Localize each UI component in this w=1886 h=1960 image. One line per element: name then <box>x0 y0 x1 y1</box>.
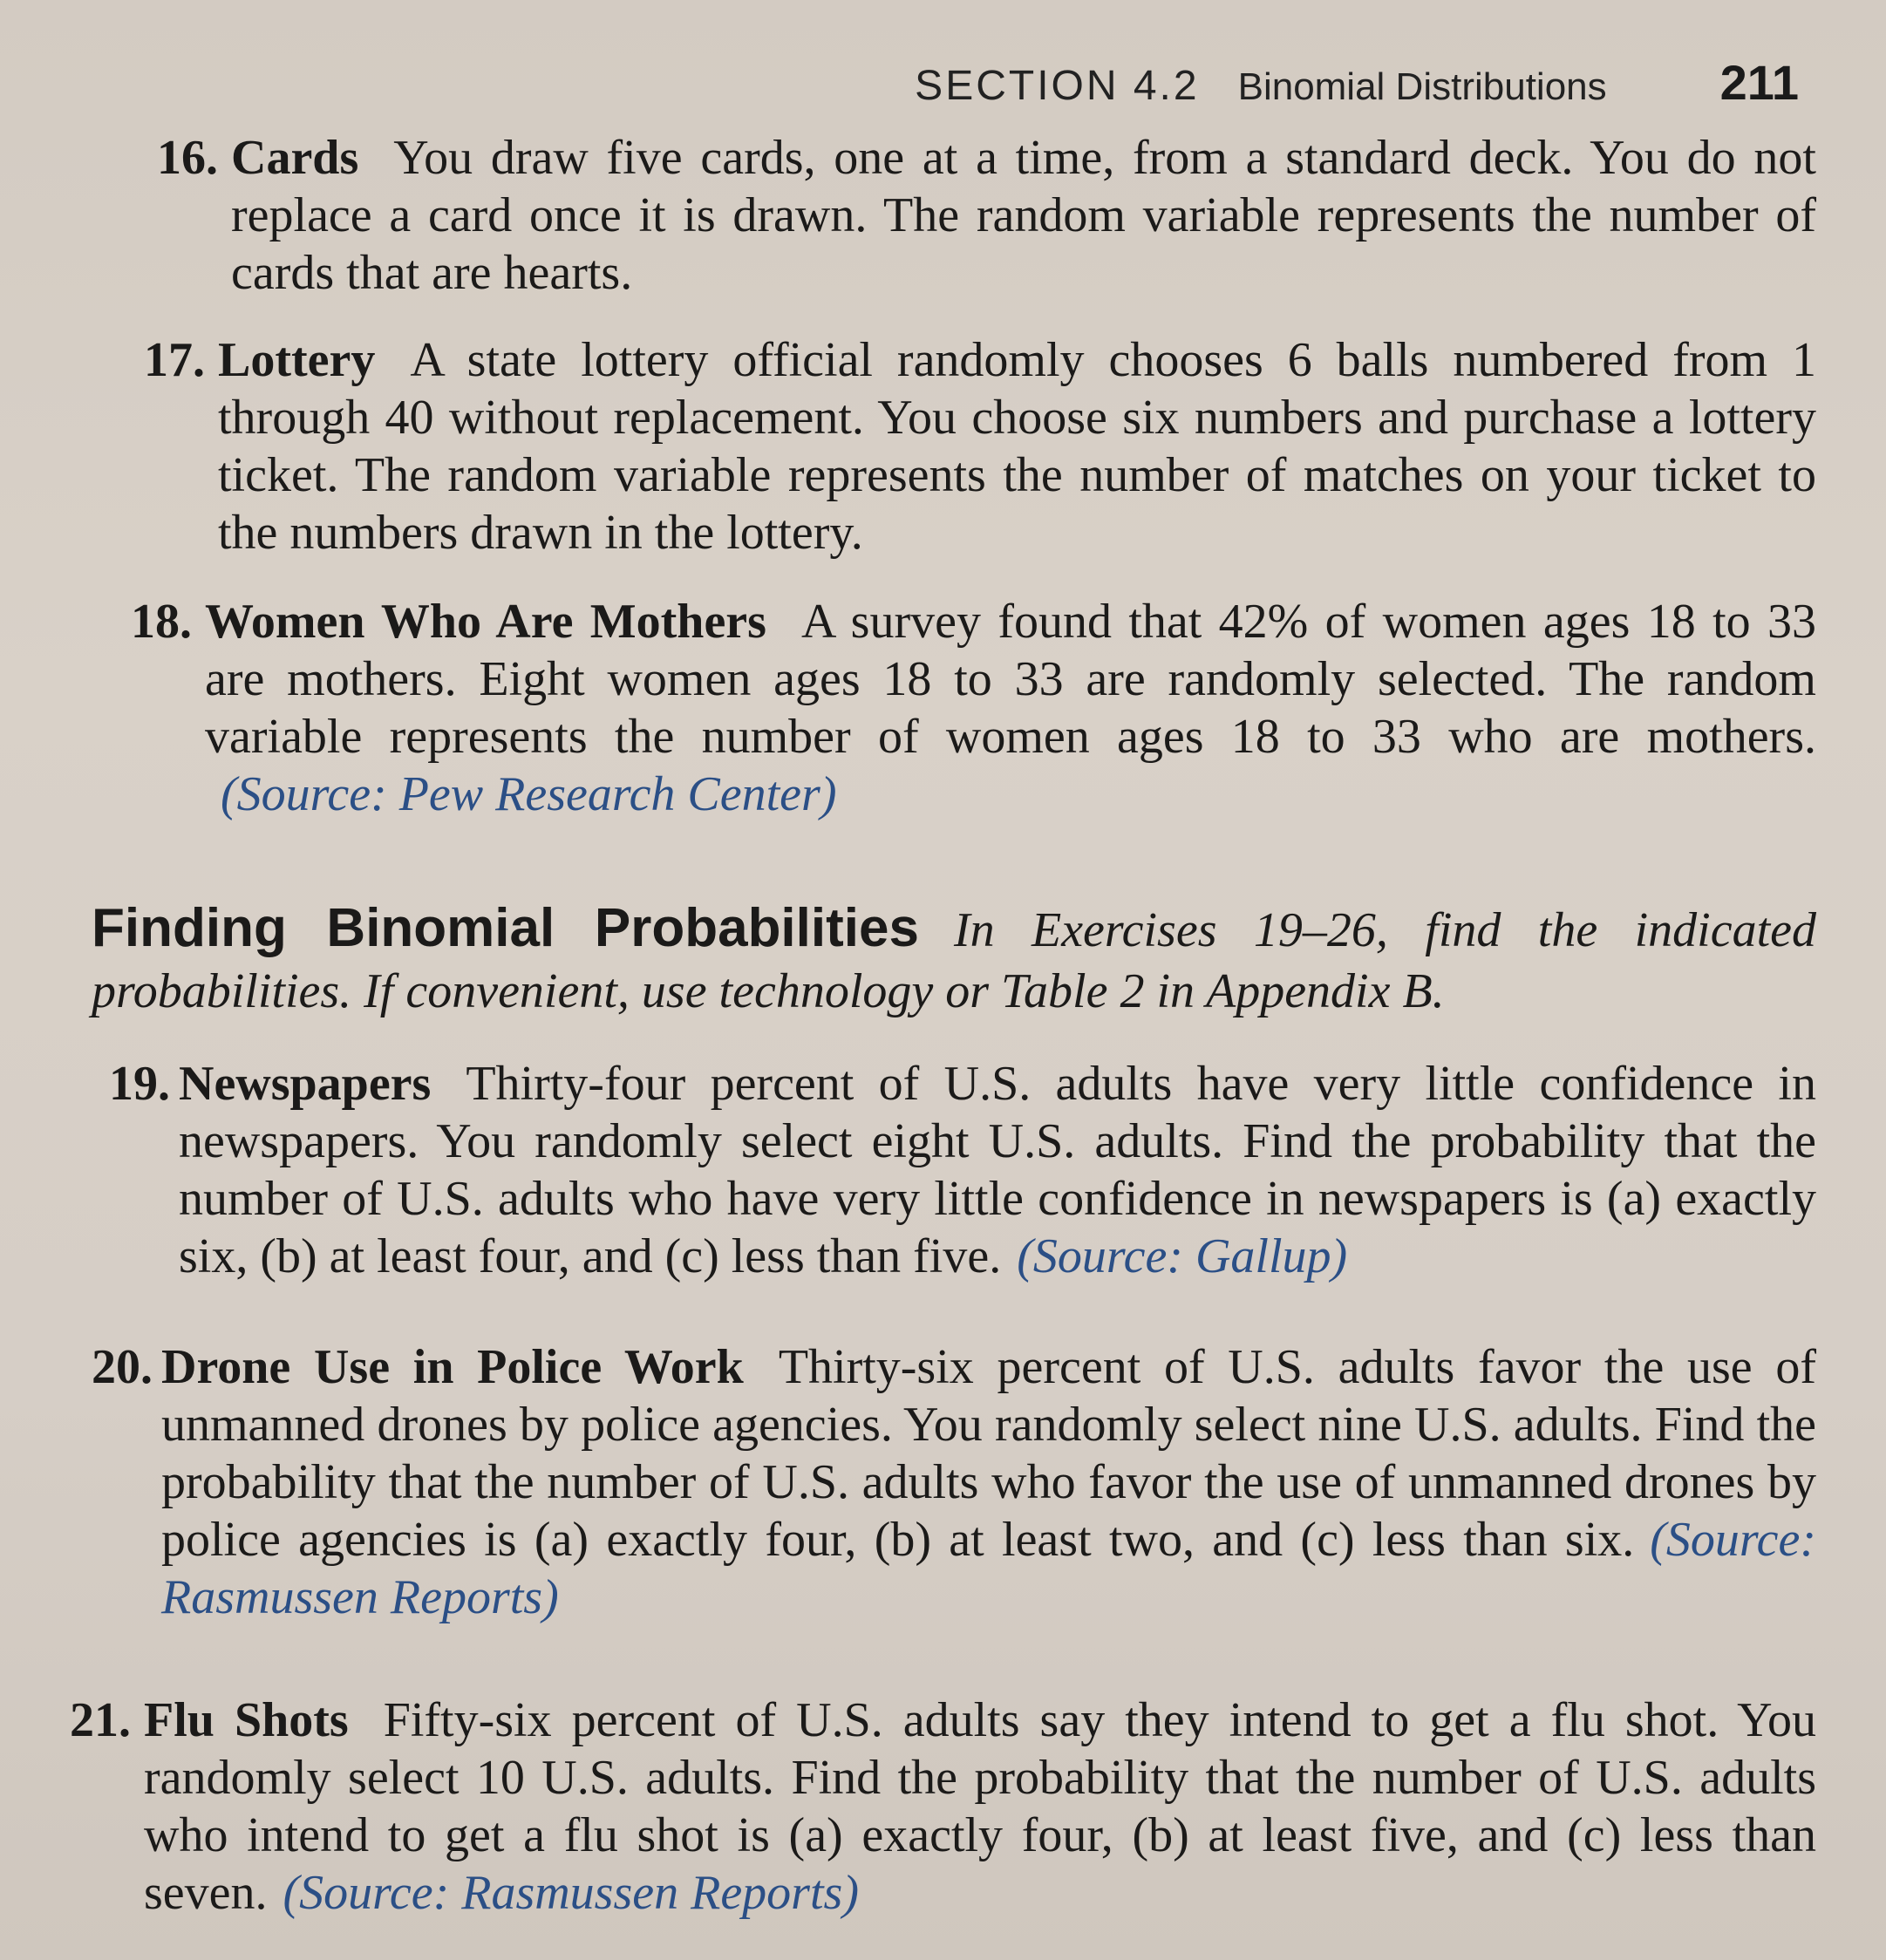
exercise-text: A survey found that 42% of women ages 18 to 33 are mothers. Eight women ages 18 to 33 are randomly selected. The random variable represents the number of women ages 18 to 33 who are mothers. <box>205 595 1816 764</box>
exercise-title: Cards <box>231 131 359 185</box>
exercise-number: 17. <box>144 333 205 387</box>
section-title: Binomial Distributions <box>1237 65 1607 108</box>
section-heading <box>92 898 1816 1022</box>
exercise-source: (Source: Pew Research Center) <box>221 767 837 821</box>
section-heading-title: Finding Binomial Probabilities <box>92 898 919 958</box>
exercise-text: A state lottery official randomly chooses 6 balls numbered from 1 through 40 without replacement. You choose six numbers and purchase a lottery ticket. The random variable represents the number of matches on your ticket to the numbers drawn in the lottery. <box>218 333 1816 560</box>
exercise-body <box>218 331 1816 561</box>
exercise-body <box>231 129 1816 302</box>
exercise-body <box>179 1055 1816 1285</box>
page-header <box>0 54 1799 115</box>
section-instructions: In Exercises 19–26, find the indicated probabilities. If convenient, use technology or Table 2 in Appendix B. <box>92 903 1816 1018</box>
exercise-text: Thirty-six percent of U.S. adults favor the use of unmanned drones by police agencies. You randomly select nine U.S. adults. Find the probability that the number of U.S. adults who favor the use of unmanned drones by police agencies is (a) exactly four, (b) at least two, and (c) less than six. <box>161 1340 1817 1567</box>
exercise-number: 21. <box>70 1693 131 1747</box>
exercise-body <box>205 593 1816 823</box>
page-number: 211 <box>1719 55 1799 110</box>
exercise-text: Fifty-six percent of U.S. adults say they intend to get a flu shot. You randomly select 10 U.S. adults. Find the probability that the number of U.S. adults who intend to get a flu shot is (a) exactly four, (b) at least five, and (c) less than seven. <box>144 1693 1817 1920</box>
exercise-source: (Source: Rasmussen Reports) <box>161 1513 1816 1624</box>
exercise-title: Newspapers <box>179 1057 432 1111</box>
exercise-number: 19. <box>109 1057 170 1111</box>
exercise-body <box>161 1338 1816 1626</box>
exercise-title: Women Who Are Mothers <box>205 595 766 649</box>
section-label: SECTION 4.2 <box>915 63 1200 109</box>
exercise-title: Drone Use in Police Work <box>161 1340 744 1394</box>
exercise-number: 16. <box>157 131 218 185</box>
exercise-number: 20. <box>92 1340 153 1394</box>
exercise-title: Lottery <box>218 333 376 387</box>
exercise-number: 18. <box>131 595 192 649</box>
exercise-text: You draw five cards, one at a time, from a standard deck. You do not replace a card once it is drawn. The random variable represents the number of cards that are hearts. <box>231 131 1816 300</box>
exercise-source: (Source: Gallup) <box>1017 1229 1348 1283</box>
exercise-text: Thirty-four percent of U.S. adults have very little confidence in newspapers. You randomly select eight U.S. adults. Find the probability that the number of U.S. adults who have very little confidence in newspapers is (a) exactly six, (b) at least four, and (c) less than five. <box>179 1057 1816 1283</box>
exercise-source: (Source: Rasmussen Reports) <box>283 1866 859 1920</box>
exercise-body <box>144 1691 1816 1922</box>
exercise-title: Flu Shots <box>144 1693 349 1747</box>
